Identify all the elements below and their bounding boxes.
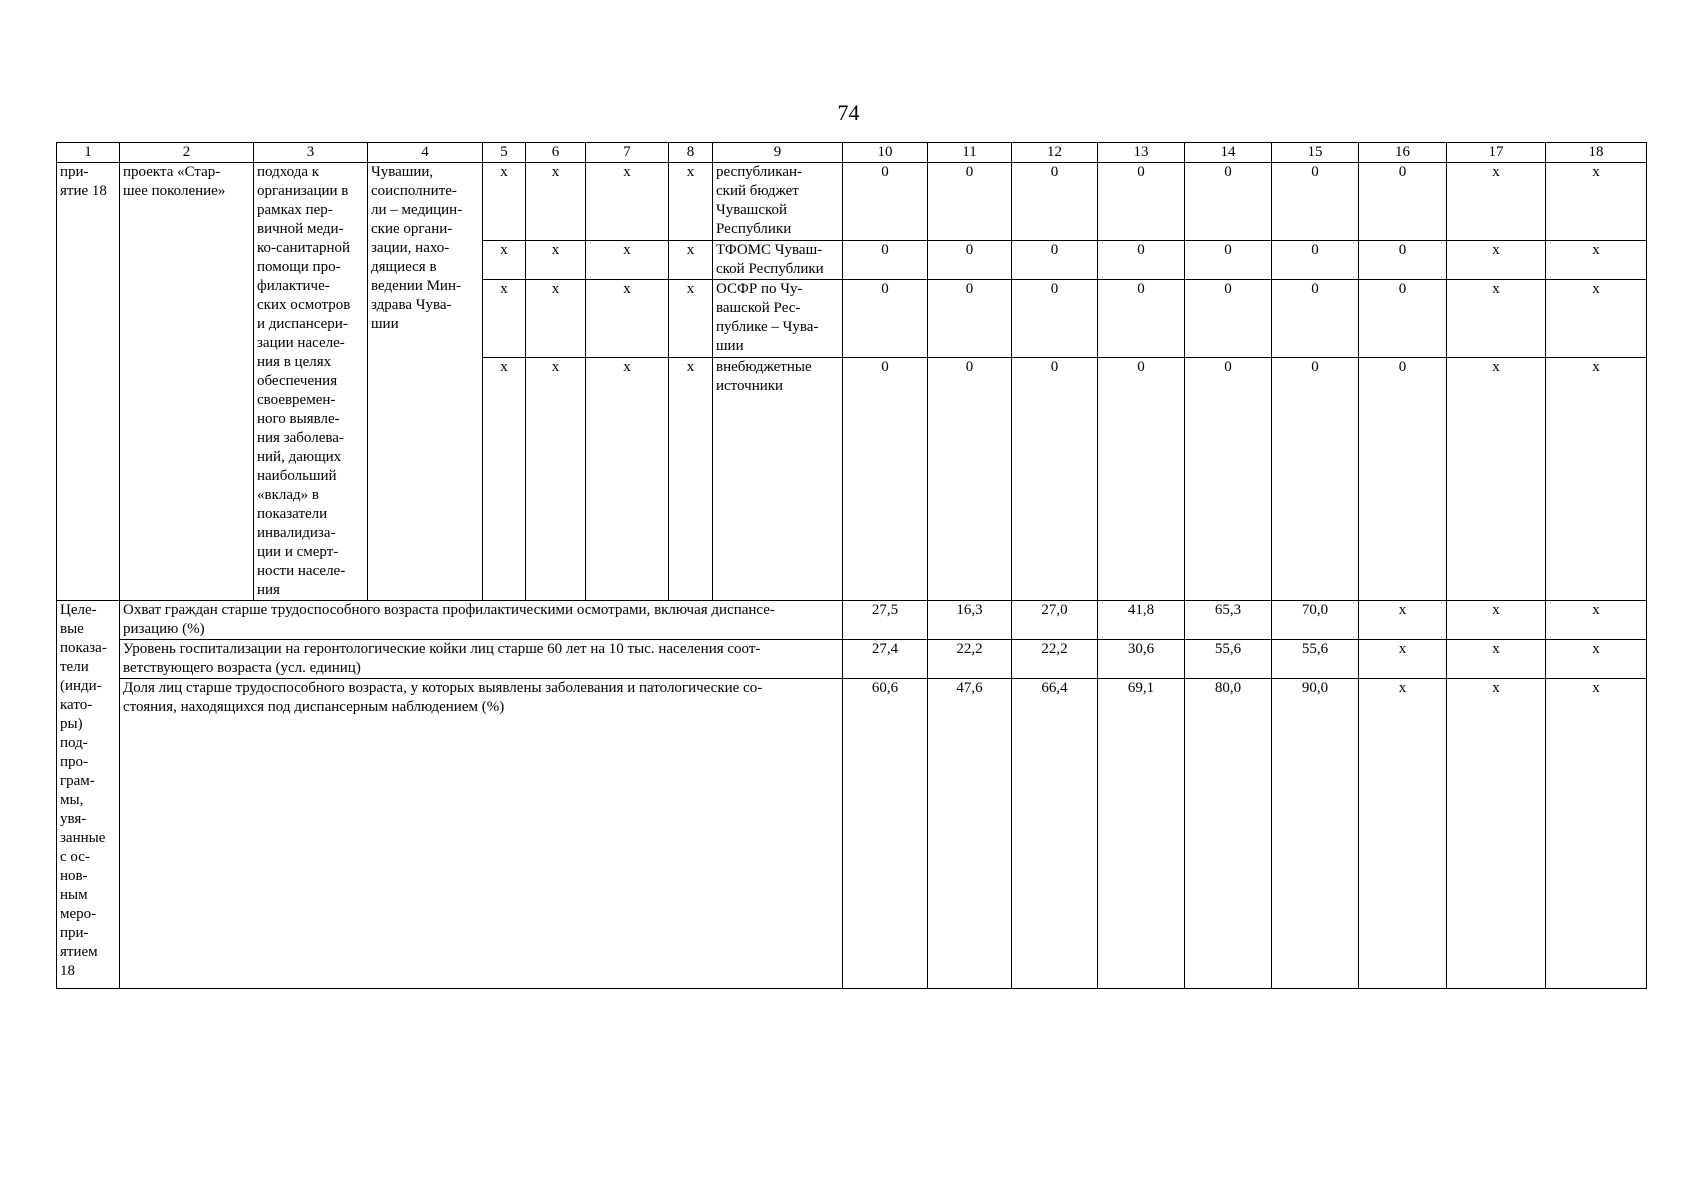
cell-c8: х: [669, 280, 713, 358]
cell-c17: х: [1447, 163, 1546, 241]
cell-c14: 0: [1185, 280, 1272, 358]
column-number: 11: [928, 143, 1012, 163]
cell-c10: 0: [843, 280, 928, 358]
cell-c6: х: [526, 358, 586, 601]
cell-c8: х: [669, 358, 713, 601]
indicators-label-cell: Целе- вые показа- тели (инди- като- ры) под- про- грам- мы, увя- занные с ос- нов- ным меро- при- ятием 18: [57, 601, 120, 989]
cell-c14: 0: [1185, 358, 1272, 601]
page-number: 74: [837, 100, 860, 125]
cell-c13: 0: [1098, 240, 1185, 279]
cell-c11: 47,6: [928, 679, 1012, 989]
cell-c10: 60,6: [843, 679, 928, 989]
cell-c13: 0: [1098, 163, 1185, 241]
cell-c17: х: [1447, 358, 1546, 601]
cell-c11: 0: [928, 358, 1012, 601]
indicator-row: [57, 679, 1647, 989]
funding-row: [57, 163, 1647, 241]
cell-c17: х: [1447, 640, 1546, 679]
cell-c10: 0: [843, 163, 928, 241]
cell-c5: х: [483, 280, 526, 358]
cell-c10: 27,5: [843, 601, 928, 640]
column-number: 2: [120, 143, 254, 163]
cell-c18: х: [1546, 358, 1647, 601]
funding-source: ТФОМС Чуваш- ской Республики: [713, 240, 843, 279]
cell-c14: 80,0: [1185, 679, 1272, 989]
cell-c15: 0: [1272, 280, 1359, 358]
cell-c16: 0: [1359, 358, 1447, 601]
cell-c6: х: [526, 163, 586, 241]
cell-c14: 0: [1185, 240, 1272, 279]
cell-c8: х: [669, 240, 713, 279]
cell-c18: х: [1546, 601, 1647, 640]
cell-c14: 0: [1185, 163, 1272, 241]
cell-c16: 0: [1359, 280, 1447, 358]
cell-c11: 0: [928, 163, 1012, 241]
cell-c10: 0: [843, 358, 928, 601]
cell-c13: 0: [1098, 358, 1185, 601]
cell-c12: 27,0: [1012, 601, 1098, 640]
event-executor-cell: Чувашии, соисполните- ли – медицин- ские органи- зации, нахо- дящиеся в ведении Мин- здрава Чува- шии: [368, 163, 483, 601]
cell-c12: 66,4: [1012, 679, 1098, 989]
cell-c13: 41,8: [1098, 601, 1185, 640]
cell-c7: х: [586, 280, 669, 358]
cell-c18: х: [1546, 240, 1647, 279]
cell-c15: 0: [1272, 240, 1359, 279]
funding-source: ОСФР по Чу- вашской Рес- публике – Чува- шии: [713, 280, 843, 358]
cell-c17: х: [1447, 240, 1546, 279]
cell-c11: 0: [928, 240, 1012, 279]
cell-c16: 0: [1359, 240, 1447, 279]
cell-c18: х: [1546, 640, 1647, 679]
column-number: 10: [843, 143, 928, 163]
cell-c6: х: [526, 240, 586, 279]
column-number: 5: [483, 143, 526, 163]
cell-c15: 70,0: [1272, 601, 1359, 640]
column-number: 14: [1185, 143, 1272, 163]
indicator-text: Охват граждан старше трудоспособного возраста профилактическими осмотрами, включая диспансе- ризацию (%): [120, 601, 843, 640]
column-number: 9: [713, 143, 843, 163]
funding-source: республикан- ский бюджет Чувашской Республики: [713, 163, 843, 241]
cell-c18: х: [1546, 679, 1647, 989]
cell-c14: 65,3: [1185, 601, 1272, 640]
column-number: 15: [1272, 143, 1359, 163]
column-number: 3: [254, 143, 368, 163]
cell-c13: 0: [1098, 280, 1185, 358]
column-number-row: [57, 143, 1647, 163]
cell-c11: 16,3: [928, 601, 1012, 640]
cell-c14: 55,6: [1185, 640, 1272, 679]
cell-c16: х: [1359, 640, 1447, 679]
program-table: [56, 142, 1647, 989]
cell-c13: 30,6: [1098, 640, 1185, 679]
cell-c5: х: [483, 358, 526, 601]
cell-c16: х: [1359, 601, 1447, 640]
cell-c5: х: [483, 163, 526, 241]
event-number-cell: при- ятие 18: [57, 163, 120, 601]
cell-c7: х: [586, 163, 669, 241]
cell-c18: х: [1546, 280, 1647, 358]
column-number: 8: [669, 143, 713, 163]
cell-c15: 0: [1272, 358, 1359, 601]
cell-c12: 0: [1012, 163, 1098, 241]
column-number: 16: [1359, 143, 1447, 163]
cell-c16: х: [1359, 679, 1447, 989]
cell-c7: х: [586, 358, 669, 601]
cell-c8: х: [669, 163, 713, 241]
cell-c17: х: [1447, 280, 1546, 358]
cell-c15: 55,6: [1272, 640, 1359, 679]
cell-c15: 0: [1272, 163, 1359, 241]
column-number: 1: [57, 143, 120, 163]
cell-c16: 0: [1359, 163, 1447, 241]
cell-c10: 0: [843, 240, 928, 279]
cell-c12: 22,2: [1012, 640, 1098, 679]
indicator-row: [57, 640, 1647, 679]
column-number: 13: [1098, 143, 1185, 163]
indicator-text: Доля лиц старше трудоспособного возраста, у которых выявлены заболевания и патологические со- стояния, находящихся под диспансерным наблюдением (%): [120, 679, 843, 989]
column-number: 18: [1546, 143, 1647, 163]
cell-c12: 0: [1012, 280, 1098, 358]
cell-c5: х: [483, 240, 526, 279]
cell-c18: х: [1546, 163, 1647, 241]
column-number: 7: [586, 143, 669, 163]
cell-c15: 90,0: [1272, 679, 1359, 989]
cell-c7: х: [586, 240, 669, 279]
cell-c17: х: [1447, 679, 1546, 989]
cell-c12: 0: [1012, 240, 1098, 279]
cell-c11: 22,2: [928, 640, 1012, 679]
column-number: 6: [526, 143, 586, 163]
indicator-text: Уровень госпитализации на геронтологические койки лиц старше 60 лет на 10 тыс. населения соот- ветствующего возраста (усл. единиц): [120, 640, 843, 679]
cell-c13: 69,1: [1098, 679, 1185, 989]
column-number: 12: [1012, 143, 1098, 163]
funding-source: внебюджетные источники: [713, 358, 843, 601]
cell-c6: х: [526, 280, 586, 358]
cell-c10: 27,4: [843, 640, 928, 679]
event-description-cell: подхода к организации в рамках пер- вичной меди- ко-санитарной помощи про- филактиче- ских осмотров и диспансери- зации населе- ния в целях обеспечения своевремен- ного выявле- ния заболева- ний, дающих наибольший «вклад» в показатели инвалидиза- ции и смерт- ности населе- ния: [254, 163, 368, 601]
column-number: 4: [368, 143, 483, 163]
cell-c11: 0: [928, 280, 1012, 358]
indicator-row: [57, 601, 1647, 640]
cell-c17: х: [1447, 601, 1546, 640]
column-number: 17: [1447, 143, 1546, 163]
event-project-cell: проекта «Стар- шее поколение»: [120, 163, 254, 601]
cell-c12: 0: [1012, 358, 1098, 601]
